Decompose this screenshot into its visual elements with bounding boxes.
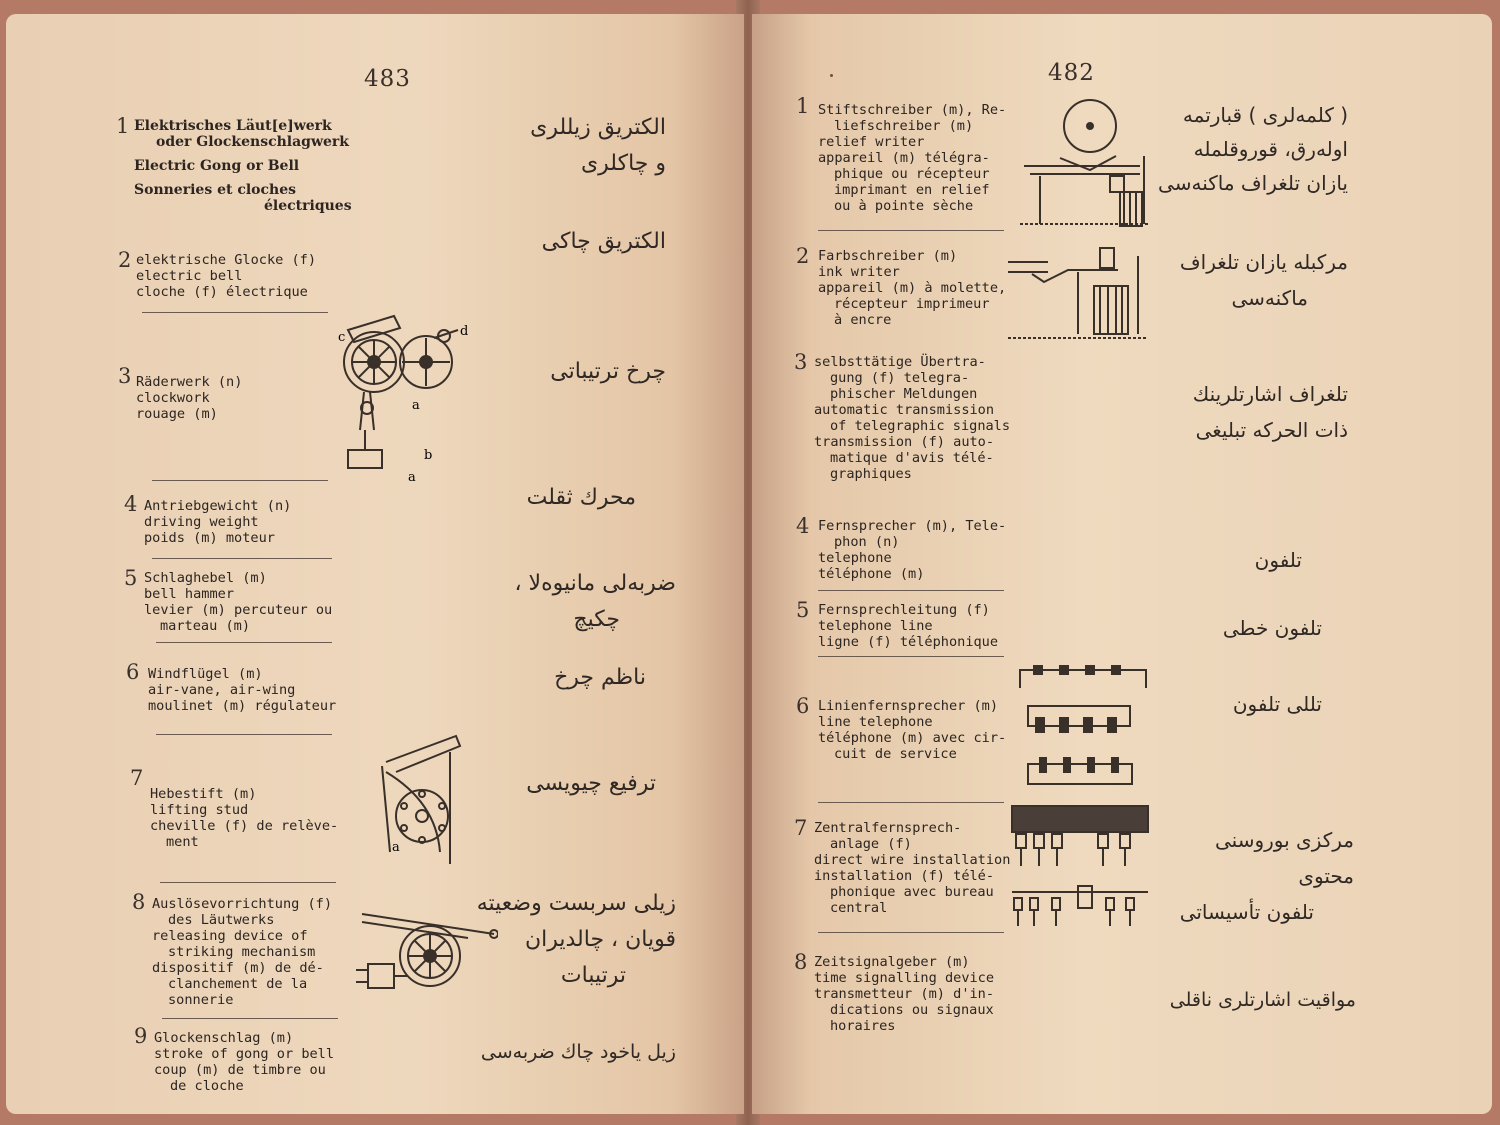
term-english-cont: of telegraphic signals — [830, 418, 1011, 434]
entry-terms — [818, 518, 1006, 582]
arabic-translation-7-left — [476, 766, 656, 802]
term-german-cont: phon (n) — [834, 534, 900, 550]
term-german-cont: des Läutwerks — [168, 912, 275, 928]
divider — [818, 802, 1004, 803]
entry-number: 3 — [118, 364, 132, 388]
entry-terms — [814, 354, 1010, 482]
term-english: time signalling device — [814, 970, 995, 986]
term-english: Electric Gong or Bell — [134, 158, 300, 174]
term-french: transmetteur (m) d'in- — [814, 986, 995, 1002]
term-french: cheville (f) de relève- — [150, 818, 339, 834]
arabic-line: اوله‌رق، قوروقلمله — [1193, 137, 1348, 161]
term-german: Stiftschreiber (m), Re- — [818, 102, 1007, 118]
term-english-cont: striking mechanism — [168, 944, 316, 960]
divider — [152, 558, 332, 559]
arabic-line: ضربه‌لی مانیوه‌لا ، — [514, 571, 676, 596]
term-french-cont: ment — [166, 834, 199, 850]
term-german: elektrische Glocke (f) — [136, 252, 317, 268]
term-german: Zentralfernsprech- — [814, 820, 962, 836]
print-mark — [830, 74, 833, 77]
arabic-line: تلفون خطی — [1222, 616, 1322, 640]
arabic-translation-3-left — [476, 354, 666, 390]
arabic-line: قویان ، چالدیران — [524, 927, 676, 952]
term-french: dispositif (m) de dé- — [152, 960, 324, 976]
term-german: Auslösevorrichtung (f) — [152, 896, 333, 912]
term-german: Elektrisches Läut[e]werk — [134, 118, 332, 134]
term-german: Fernsprecher (m), Tele- — [818, 518, 1007, 534]
arabic-translation-5-left — [476, 566, 676, 638]
entry-number: 7 — [130, 766, 144, 790]
arabic-line: تلفون تأسیساتی — [1179, 900, 1314, 924]
entry-number: 3 — [794, 350, 808, 374]
arabic-translation-8-right — [1152, 982, 1356, 1018]
term-german: Fernsprechleitung (f) — [818, 602, 990, 618]
arabic-line: چکیچ — [573, 607, 620, 632]
entry-number: 1 — [796, 94, 810, 118]
figure-label: d — [460, 324, 469, 339]
term-english: releasing device of — [152, 928, 308, 944]
term-french-cont: sonnerie — [168, 992, 234, 1008]
arabic-line: زیل یاخود چاك ضربه‌سی — [480, 1041, 676, 1063]
term-english: driving weight — [144, 514, 259, 530]
arabic-line: ( کلمه‌لری ) قبارتمه — [1182, 103, 1348, 127]
term-german: Schlaghebel (m) — [144, 570, 267, 586]
entry-number: 5 — [796, 598, 810, 622]
term-french: moulinet (m) régulateur — [148, 698, 337, 714]
term-german-cont: anlage (f) — [830, 836, 912, 852]
arabic-translation-3-right — [1152, 376, 1348, 448]
arabic-line: مرکزی بوروسنی محتوی — [1215, 828, 1354, 888]
page-number-left: 483 — [364, 66, 411, 92]
term-french-cont: de cloche — [170, 1078, 244, 1094]
divider — [142, 312, 328, 313]
figure-label: a — [392, 840, 400, 855]
arabic-line: الکتریق چاکی — [541, 229, 666, 254]
term-french-cont: ou à pointe sèche — [834, 198, 974, 214]
entry-number: 6 — [796, 694, 810, 718]
arabic-translation-4-right — [1182, 542, 1302, 578]
arabic-line: مرکبله یازان تلغراف — [1179, 250, 1348, 274]
term-french-cont: graphiques — [830, 466, 912, 482]
arabic-line: تللی تلفون — [1232, 692, 1322, 716]
arabic-translation-8-left — [476, 886, 676, 994]
term-english: electric bell — [136, 268, 243, 284]
entry-number: 4 — [124, 492, 138, 516]
term-english: automatic transmission — [814, 402, 995, 418]
entry-number: 1 — [116, 114, 130, 138]
arabic-line: ذات الحرکه تبلیغی — [1195, 418, 1348, 442]
entry-terms — [818, 248, 1006, 328]
term-german-cont: liefschreiber (m) — [834, 118, 974, 134]
arabic-translation-1-right — [1158, 98, 1348, 200]
term-french: téléphone (m) avec cir- — [818, 730, 1007, 746]
entry-terms — [154, 1030, 334, 1094]
entry-number: 7 — [794, 816, 808, 840]
term-english: air-vane, air-wing — [148, 682, 296, 698]
entry-terms — [814, 820, 1010, 916]
figure-label: b — [424, 448, 433, 463]
term-french: appareil (m) télégra- — [818, 150, 990, 166]
term-french: installation (f) télé- — [814, 868, 995, 884]
term-french: transmission (f) auto- — [814, 434, 995, 450]
entry-terms — [818, 102, 1006, 214]
arabic-translation-6-left — [476, 660, 646, 696]
term-english: ink writer — [818, 264, 900, 280]
entry-terms — [814, 954, 994, 1034]
divider — [156, 734, 332, 735]
figure-label: c — [338, 330, 346, 345]
term-french-cont: marteau (m) — [160, 618, 251, 634]
entry-terms — [150, 786, 338, 850]
term-german: Linienfernsprecher (m) — [818, 698, 999, 714]
figure-label: a — [408, 470, 416, 485]
arabic-line: ناظم چرخ — [554, 665, 646, 690]
term-french-cont: phonique avec bureau — [830, 884, 994, 900]
entry-terms — [136, 374, 242, 422]
term-german: Räderwerk (n) — [136, 374, 243, 390]
arabic-translation-6-right — [1182, 686, 1322, 722]
term-french-cont: matique d'avis télé- — [830, 450, 994, 466]
arabic-translation-2-left — [476, 224, 666, 260]
term-french: poids (m) moteur — [144, 530, 275, 546]
entry-number: 9 — [134, 1024, 148, 1048]
term-german-alt: oder Glockenschlagwerk — [156, 134, 350, 150]
arabic-translation-5-right — [1172, 610, 1322, 646]
arabic-line: ترتیبات — [560, 963, 626, 988]
term-german: Farbschreiber (m) — [818, 248, 958, 264]
term-german-cont: phischer Meldungen — [830, 386, 978, 402]
ink-writer-illustration — [1008, 242, 1148, 342]
arabic-line: چرخ ترتیباتی — [550, 359, 666, 384]
term-german: Antriebgewicht (n) — [144, 498, 292, 514]
divider — [152, 480, 328, 481]
term-french-cont: imprimant en relief — [834, 182, 990, 198]
term-french: appareil (m) à molette, — [818, 280, 1007, 296]
arabic-line: تلفون — [1254, 548, 1302, 572]
line-telephone-illustration — [1016, 662, 1156, 798]
entry-terms — [818, 698, 1006, 762]
lifting-stud-illustration — [376, 732, 466, 872]
term-german-cont: gung (f) telegra- — [830, 370, 970, 386]
entry-number: 6 — [126, 660, 140, 684]
term-french-cont: central — [830, 900, 888, 916]
entry-terms — [136, 252, 316, 300]
arabic-line: ترفیع چیویسی — [526, 771, 656, 796]
term-english: direct wire installation — [814, 852, 1011, 868]
term-french-cont: cuit de service — [834, 746, 957, 762]
arabic-translation-7-right — [1158, 822, 1354, 930]
arabic-line: مواقیت اشارتلری ناقلی — [1169, 989, 1356, 1011]
term-english: lifting stud — [150, 802, 249, 818]
term-english: telephone line — [818, 618, 933, 634]
entry-number: 4 — [796, 514, 810, 538]
arabic-translation-4-left — [476, 480, 636, 516]
term-french: levier (m) percuteur ou — [144, 602, 333, 618]
divider — [156, 642, 332, 643]
right-page — [752, 14, 1492, 1114]
term-german: Hebestift (m) — [150, 786, 257, 802]
term-english: relief writer — [818, 134, 925, 150]
arabic-line: الکتریق زیللری — [530, 115, 666, 140]
entry-terms — [144, 498, 291, 546]
term-german: selbsttätige Übertra- — [814, 354, 986, 370]
term-french-cont: dications ou signaux — [830, 1002, 994, 1018]
term-french: téléphone (m) — [818, 566, 925, 582]
entry-terms — [148, 666, 336, 714]
entry-number: 8 — [794, 950, 808, 974]
term-english: bell hammer — [144, 586, 235, 602]
entry-number: 5 — [124, 566, 138, 590]
left-page — [6, 14, 744, 1114]
entry-number: 2 — [796, 244, 810, 268]
term-french: Sonneries et cloches — [134, 182, 296, 198]
entry-number: 2 — [118, 248, 132, 272]
arabic-translation-2-right — [1158, 244, 1348, 316]
divider — [818, 230, 1004, 231]
term-german: Windflügel (m) — [148, 666, 263, 682]
term-french: rouage (m) — [136, 406, 218, 422]
term-french-cont: horaires — [830, 1018, 896, 1034]
term-french: cloche (f) électrique — [136, 284, 308, 300]
term-french-cont: électriques — [264, 198, 352, 214]
term-french-cont: à encre — [834, 312, 892, 328]
term-german: Zeitsignalgeber (m) — [814, 954, 970, 970]
central-exchange-illustration — [1008, 804, 1158, 936]
term-french-cont: récepteur imprimeur — [834, 296, 990, 312]
arabic-line: تلغراف اشارتلرینك — [1192, 382, 1348, 406]
figure-label: a — [412, 398, 420, 413]
term-english: line telephone — [818, 714, 933, 730]
relief-writer-illustration — [1020, 96, 1150, 228]
arabic-translation-1-left — [476, 110, 666, 182]
divider — [818, 590, 1004, 591]
divider — [818, 656, 1004, 657]
term-french-cont: phique ou récepteur — [834, 166, 990, 182]
entry-number: 8 — [132, 890, 146, 914]
entry-terms — [152, 896, 332, 1008]
arabic-line: ماکنه‌سی — [1231, 286, 1308, 310]
divider — [162, 1018, 338, 1019]
term-german: Glockenschlag (m) — [154, 1030, 294, 1046]
arabic-translation-9-left — [466, 1034, 676, 1070]
divider — [818, 932, 1004, 933]
entry-terms — [134, 118, 352, 214]
term-french-cont: clanchement de la — [168, 976, 308, 992]
term-english: telephone — [818, 550, 892, 566]
term-french: ligne (f) téléphonique — [818, 634, 999, 650]
divider — [160, 882, 336, 883]
entry-terms — [144, 570, 332, 634]
clockwork-illustration — [334, 306, 474, 485]
term-french: coup (m) de timbre ou — [154, 1062, 326, 1078]
page-number-right: 482 — [1048, 60, 1095, 86]
entry-terms — [818, 602, 998, 650]
arabic-line: یازان تلغراف ماکنه‌سی — [1158, 171, 1348, 195]
arabic-line: و چاکلری — [580, 151, 666, 176]
arabic-line: زیلی سربست وضعیته — [476, 891, 676, 916]
term-english: stroke of gong or bell — [154, 1046, 335, 1062]
arabic-line: محرك ثقلت — [526, 485, 636, 510]
term-english: clockwork — [136, 390, 210, 406]
